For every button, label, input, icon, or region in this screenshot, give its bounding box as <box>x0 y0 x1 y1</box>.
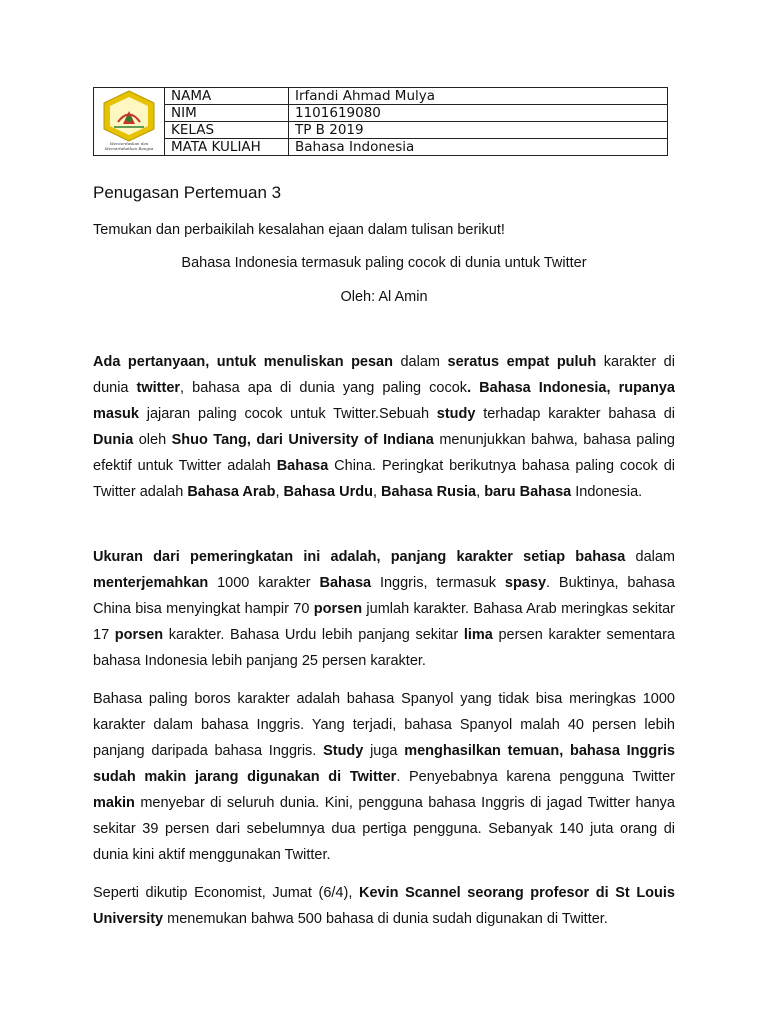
bold-text-run: Dunia <box>93 432 134 448</box>
text-run: Indonesia. <box>571 484 643 500</box>
text-run: jumlah karakter. Bahasa Arab meringkas sekitar 17 <box>93 601 676 643</box>
text-run: Seperti dikutip Economist, Jumat (6/4), <box>93 885 359 901</box>
article-paragraph-2 <box>93 544 675 674</box>
text-run: menunjukkan bahwa, bahasa paling efektif untuk Twitter adalah <box>93 432 675 474</box>
label-mata-kuliah: MATA KULIAH <box>165 139 289 156</box>
bold-text-run: Shuo Tang, dari University of Indiana <box>171 432 434 448</box>
text-run: juga <box>363 743 405 759</box>
text-run: karakter. Bahasa Urdu lebih panjang sekitar <box>163 627 464 643</box>
text-run: , <box>275 484 284 500</box>
article-author: Oleh: Al Amin <box>340 289 428 305</box>
label-nim: NIM <box>165 105 289 122</box>
bold-text-run: Bahasa <box>319 575 372 591</box>
university-logo <box>94 88 165 156</box>
text-run: , bahasa apa di dunia yang paling cocok <box>180 380 468 396</box>
bold-text-run: Study <box>323 743 364 759</box>
bold-text-run: seratus empat puluh <box>447 354 597 370</box>
value-nama: Irfandi Ahmad Mulya <box>289 88 668 105</box>
value-kelas: TP B 2019 <box>289 122 668 139</box>
text-run: China. Peringkat berikutnya bahasa paling cocok di Twitter adalah <box>93 458 675 500</box>
bold-text-run: makin <box>93 795 135 811</box>
bold-text-run: Ukuran dari pemeringkatan ini adalah, panjang karakter setiap bahasa <box>93 549 626 565</box>
bold-text-run: study <box>436 406 476 422</box>
article-paragraph-3 <box>93 686 675 868</box>
text-run: . Penyebabnya karena pengguna Twitter <box>396 769 675 785</box>
text-run: menyebar di seluruh dunia. Kini, pengguna bahasa Inggris di jagad Twitter hanya sekitar 39 persen dari sebelumnya dua pertiga pengguna. Sebanyak 140 juta orang di dunia kini aktif menggunakan Twitter. <box>93 795 675 863</box>
logo-motto-line1: Mencerdaskan dan <box>109 140 149 146</box>
bold-text-run: twitter <box>136 380 181 396</box>
bold-text-run: Ada pertanyaan, untuk menuliskan pesan <box>93 354 393 370</box>
text-run: karakter di dunia <box>93 354 675 396</box>
identity-table <box>93 87 668 156</box>
logo-motto-line2: Memartabatkan Bangsa <box>104 145 154 151</box>
text-run: Inggris, termasuk <box>371 575 505 591</box>
bold-text-run: Bahasa Arab <box>187 484 276 500</box>
bold-text-run: Bahasa Urdu <box>283 484 373 500</box>
text-run: , <box>372 484 382 500</box>
bold-text-run: menghasilkan temuan, bahasa Inggris sudah makin jarang digunakan di Twitter <box>93 743 675 785</box>
text-run: dalam <box>625 549 675 565</box>
bold-text-run: lima <box>463 627 493 643</box>
article-paragraph-4 <box>93 880 675 932</box>
bold-text-run: Bahasa <box>276 458 329 474</box>
bold-text-run: porsen <box>114 627 164 643</box>
text-run: persen karakter sementara bahasa Indonesia lebih panjang 25 persen karakter. <box>93 627 675 669</box>
bold-text-run: . Bahasa Indonesia, rupanya masuk <box>93 380 675 422</box>
text-run: 1000 karakter <box>208 575 320 591</box>
bold-text-run: Kevin Scannel seorang profesor di St Louis University <box>93 885 675 927</box>
bold-text-run: spasy <box>504 575 547 591</box>
value-mata-kuliah: Bahasa Indonesia <box>289 139 668 156</box>
assignment-heading: Penugasan Pertemuan 3 <box>93 183 282 202</box>
instruction-text: Temukan dan perbaikilah kesalahan ejaan dalam tulisan berikut! <box>93 222 505 238</box>
bold-text-run: menterjemahkan <box>93 575 209 591</box>
text-run: terhadap karakter bahasa di <box>475 406 675 422</box>
label-kelas: KELAS <box>165 122 289 139</box>
text-run: menemukan bahwa 500 bahasa di dunia sudah digunakan di Twitter. <box>163 911 608 927</box>
bold-text-run: porsen <box>313 601 363 617</box>
bold-text-run: Bahasa Rusia <box>381 484 477 500</box>
text-run: Bahasa paling boros karakter adalah bahasa Spanyol yang tidak bisa meringkas 1000 karakter dalam bahasa Inggris. Yang terjadi, bahasa Spanyol malah 40 persen lebih panjang daripada bahasa Inggris. <box>93 691 675 759</box>
value-nim: 1101619080 <box>289 105 668 122</box>
article-title: Bahasa Indonesia termasuk paling cocok di dunia untuk Twitter <box>181 255 587 271</box>
university-logo-icon <box>100 89 158 151</box>
text-run: jajaran paling cocok untuk Twitter.Sebuah <box>138 406 437 422</box>
text-run: oleh <box>133 432 172 448</box>
article-paragraph-1 <box>93 349 675 505</box>
text-run: , <box>476 484 485 500</box>
text-run: dalam <box>392 354 448 370</box>
text-run: . Buktinya, bahasa China bisa menyingkat hampir 70 <box>93 575 675 617</box>
bold-text-run: baru Bahasa <box>484 484 572 500</box>
label-nama: NAMA <box>165 88 289 105</box>
